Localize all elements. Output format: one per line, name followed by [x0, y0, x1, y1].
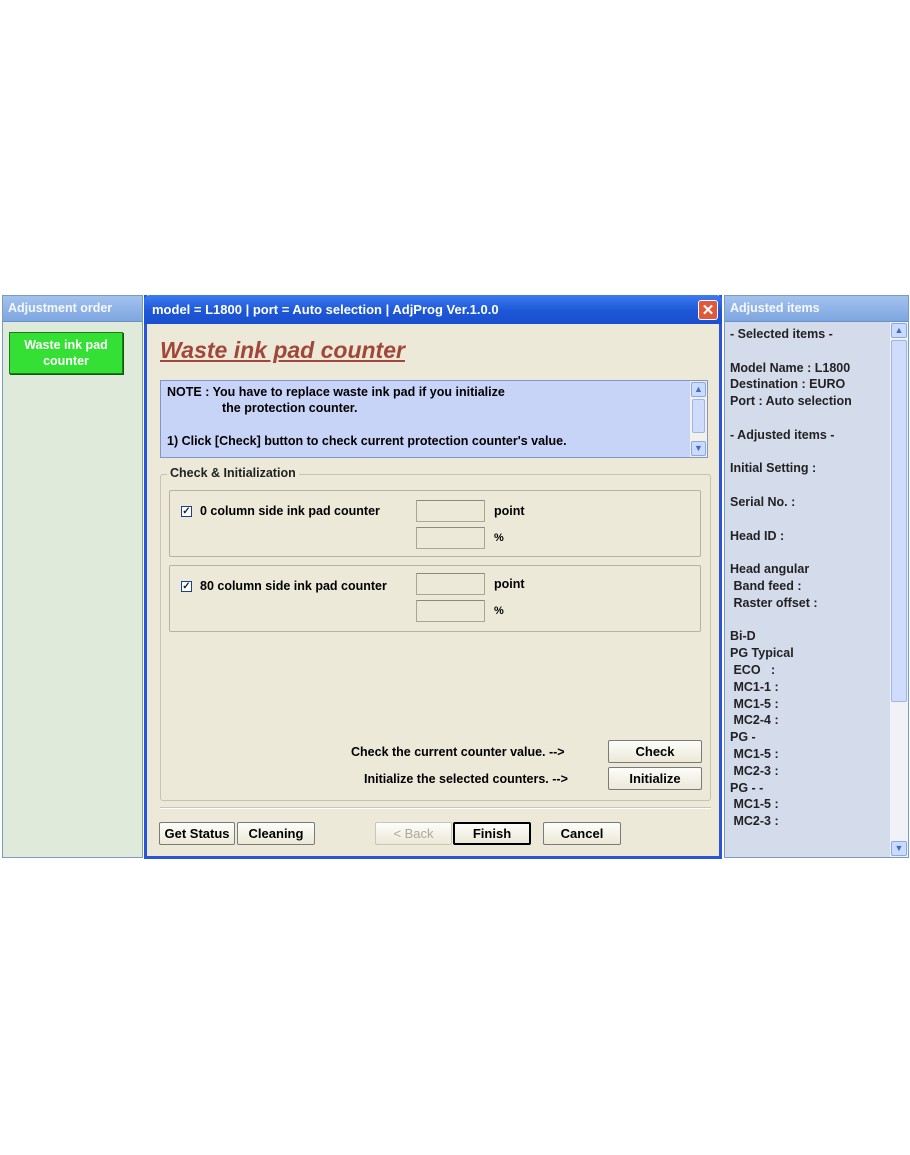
adjusted-item-line: Bi-D — [730, 629, 756, 644]
counter-80-checkbox[interactable]: ✓ — [182, 581, 191, 592]
adjusted-item-line — [730, 343, 890, 360]
note-scrollbar[interactable] — [690, 381, 707, 457]
adjusted-item-line: MC2-3 : — [730, 814, 779, 829]
adjusted-item-line: MC1-1 : — [730, 679, 779, 694]
note-line-3: 1) Click [Check] button to check current protection counter's value. — [167, 434, 567, 448]
page-title: Waste ink pad counter — [160, 337, 405, 363]
adjusted-item-line: PG Typical — [730, 646, 794, 661]
adjusted-item-line — [730, 477, 890, 494]
check-instruction: Check the current counter value. --> — [351, 745, 565, 759]
note-scroll-thumb[interactable] — [692, 399, 705, 433]
window-titlebar — [144, 295, 722, 324]
note-line-2: the protection counter. — [222, 401, 358, 415]
right-scroll-thumb[interactable] — [891, 340, 907, 702]
adjusted-item-line: Port : Auto selection — [730, 394, 852, 409]
counter-80-percent-unit: % — [494, 605, 504, 617]
adjusted-items-panel — [724, 295, 909, 858]
right-scroll-up-icon[interactable]: ▲ — [891, 323, 907, 338]
adjusted-item-line: - Adjusted items - — [730, 427, 835, 442]
counter-row-80-column — [169, 565, 701, 632]
adjusted-item-line — [730, 544, 890, 561]
group-title: Check & Initialization — [167, 466, 299, 480]
note-line-1: NOTE : You have to replace waste ink pad if you initialize — [167, 385, 505, 399]
adjusted-item-line: ECO : — [730, 662, 776, 677]
adjusted-item-line: - Selected items - — [730, 327, 833, 341]
adjusted-item-line: PG - — [730, 730, 756, 745]
adjusted-item-line: MC2-4 : — [730, 713, 779, 728]
adjusted-item-line: Head angular — [730, 562, 810, 577]
close-icon[interactable]: ✕ — [698, 300, 718, 320]
right-scroll-down-icon[interactable]: ▼ — [891, 841, 907, 856]
counter-80-label: 80 column side ink pad counter — [200, 579, 387, 593]
adjusted-item-line — [730, 511, 890, 528]
bottom-divider — [160, 807, 711, 809]
finish-button[interactable]: Finish — [453, 822, 531, 845]
counter-0-point-field — [416, 500, 485, 522]
adjusted-item-line: Band feed : — [730, 578, 802, 593]
back-button[interactable]: < Back — [375, 822, 452, 845]
counter-0-label: 0 column side ink pad counter — [200, 504, 380, 518]
adjusted-item-line: Serial No. : — [730, 494, 796, 509]
main-window — [144, 295, 722, 859]
check-button[interactable]: Check — [608, 740, 702, 763]
scroll-up-icon[interactable]: ▲ — [691, 382, 706, 397]
counter-0-percent-field — [416, 527, 485, 549]
adjusted-item-line: MC1-5 : — [730, 797, 779, 812]
get-status-button[interactable]: Get Status — [159, 822, 235, 845]
adjusted-item-line: Head ID : — [730, 528, 785, 543]
adjusted-item-line: MC1-5 : — [730, 746, 779, 761]
counter-0-point-unit: point — [494, 504, 525, 518]
adjusted-item-line: Model Name : L1800 — [730, 360, 851, 375]
check-initialization-group — [160, 466, 711, 801]
adjusted-item-line — [730, 612, 890, 629]
initialize-instruction: Initialize the selected counters. --> — [364, 772, 568, 786]
adjusted-item-line — [730, 444, 890, 461]
counter-80-point-unit: point — [494, 577, 525, 591]
counter-0-percent-unit: % — [494, 532, 504, 544]
adjusted-items-title: Adjusted items — [725, 296, 908, 322]
adjusted-items-scrollbar[interactable] — [890, 322, 908, 858]
counter-80-percent-field — [416, 600, 485, 622]
counter-row-0-column — [169, 490, 701, 557]
adjusted-item-line: Initial Setting : — [730, 461, 817, 476]
note-box — [160, 380, 708, 458]
adjusted-item-line: Destination : EURO — [730, 377, 846, 392]
adjusted-item-line — [730, 410, 890, 427]
cleaning-button[interactable]: Cleaning — [237, 822, 315, 845]
adjusted-item-line: MC1-5 : — [730, 696, 779, 711]
adjustment-order-title: Adjustment order — [3, 296, 142, 322]
adjusted-items-list — [730, 326, 890, 830]
adjusted-item-line: Raster offset : — [730, 595, 818, 610]
window-title: model = L1800 | port = Auto selection | AdjProg Ver.1.0.0 — [152, 302, 499, 317]
cancel-button[interactable]: Cancel — [543, 822, 621, 845]
counter-80-point-field — [416, 573, 485, 595]
adjusted-item-line: MC2-3 : — [730, 763, 779, 778]
adjustment-item-waste-ink-pad[interactable]: Waste ink pad counter — [9, 332, 123, 374]
initialize-button[interactable]: Initialize — [608, 767, 702, 790]
adjustment-order-panel — [2, 295, 143, 858]
scroll-down-icon[interactable]: ▼ — [691, 441, 706, 456]
counter-0-checkbox[interactable]: ✓ — [182, 506, 191, 517]
adjusted-item-line: PG - - — [730, 780, 764, 795]
